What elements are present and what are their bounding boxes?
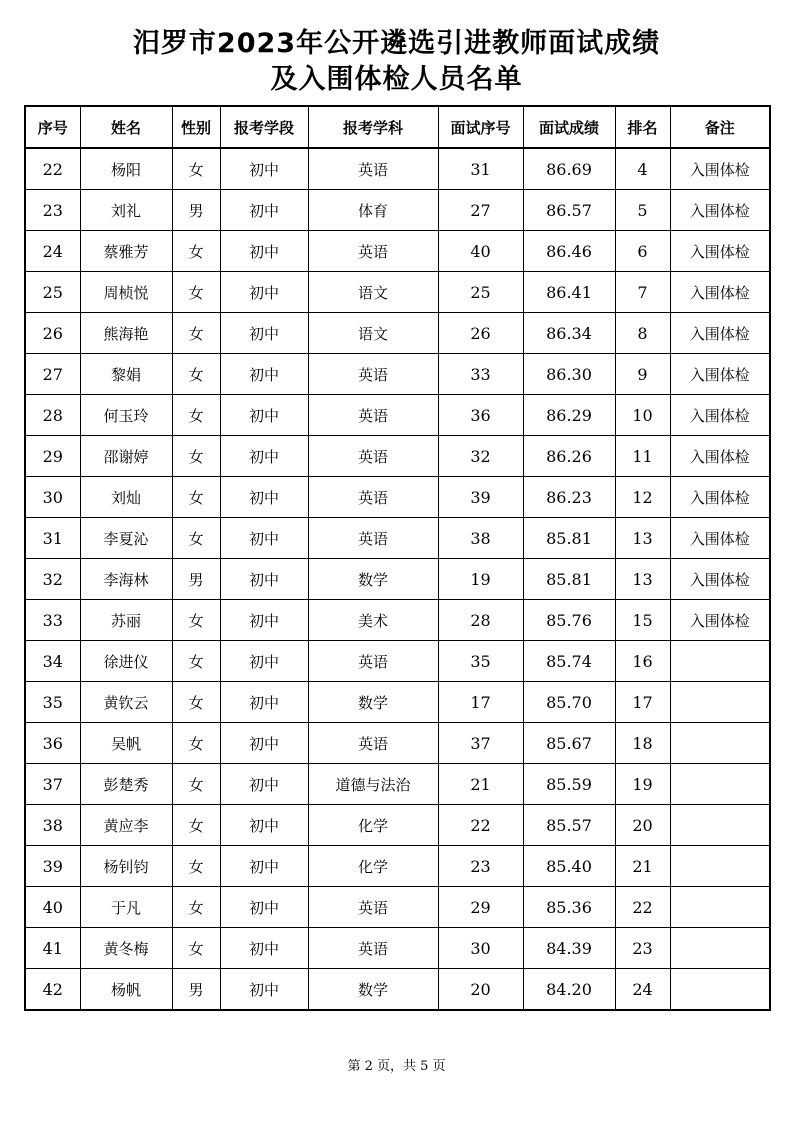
level-cell: 初中 <box>220 559 308 600</box>
remark-cell: 入围体检 <box>670 313 770 354</box>
level-cell: 初中 <box>220 518 308 559</box>
remark-cell <box>670 969 770 1011</box>
seq-cell: 28 <box>25 395 80 436</box>
document-title-line1: 汨罗市2023年公开遴选引进教师面试成绩 <box>132 28 661 59</box>
table-row <box>25 313 770 354</box>
level-cell: 初中 <box>220 313 308 354</box>
interview-no-cell: 38 <box>438 518 523 559</box>
table-row <box>25 477 770 518</box>
remark-cell: 入围体检 <box>670 272 770 313</box>
seq-cell: 38 <box>25 805 80 846</box>
table-row <box>25 559 770 600</box>
rank-cell: 22 <box>615 887 670 928</box>
table-row <box>25 272 770 313</box>
table-header <box>25 106 770 148</box>
name-cell: 杨帆 <box>80 969 172 1011</box>
rank-cell: 23 <box>615 928 670 969</box>
name-cell: 黄应李 <box>80 805 172 846</box>
name-cell: 杨钊钧 <box>80 846 172 887</box>
interview-no-cell: 33 <box>438 354 523 395</box>
rank-cell: 5 <box>615 190 670 231</box>
gender-cell: 女 <box>172 928 220 969</box>
name-cell: 黎娟 <box>80 354 172 395</box>
interview-no-cell: 21 <box>438 764 523 805</box>
score-cell: 84.39 <box>523 928 615 969</box>
table-row <box>25 805 770 846</box>
header-col-remark: 备注 <box>670 106 770 148</box>
rank-cell: 9 <box>615 354 670 395</box>
seq-cell: 29 <box>25 436 80 477</box>
gender-cell: 女 <box>172 354 220 395</box>
gender-cell: 女 <box>172 148 220 190</box>
level-cell: 初中 <box>220 231 308 272</box>
name-cell: 徐进仪 <box>80 641 172 682</box>
subject-cell: 语文 <box>308 313 438 354</box>
gender-cell: 女 <box>172 600 220 641</box>
remark-cell: 入围体检 <box>670 600 770 641</box>
level-cell: 初中 <box>220 395 308 436</box>
seq-cell: 34 <box>25 641 80 682</box>
level-cell: 初中 <box>220 928 308 969</box>
subject-cell: 语文 <box>308 272 438 313</box>
score-cell: 86.46 <box>523 231 615 272</box>
level-cell: 初中 <box>220 846 308 887</box>
seq-cell: 30 <box>25 477 80 518</box>
score-cell: 86.57 <box>523 190 615 231</box>
remark-cell: 入围体检 <box>670 354 770 395</box>
level-cell: 初中 <box>220 723 308 764</box>
subject-cell: 英语 <box>308 395 438 436</box>
interview-no-cell: 30 <box>438 928 523 969</box>
rank-cell: 20 <box>615 805 670 846</box>
name-cell: 杨阳 <box>80 148 172 190</box>
level-cell: 初中 <box>220 641 308 682</box>
gender-cell: 女 <box>172 682 220 723</box>
header-col-score: 面试成绩 <box>523 106 615 148</box>
remark-cell <box>670 928 770 969</box>
seq-cell: 39 <box>25 846 80 887</box>
interview-no-cell: 19 <box>438 559 523 600</box>
subject-cell: 数学 <box>308 682 438 723</box>
remark-cell <box>670 764 770 805</box>
rank-cell: 19 <box>615 764 670 805</box>
level-cell: 初中 <box>220 887 308 928</box>
rank-cell: 7 <box>615 272 670 313</box>
interview-no-cell: 31 <box>438 148 523 190</box>
header-col-seq: 序号 <box>25 106 80 148</box>
rank-cell: 17 <box>615 682 670 723</box>
subject-cell: 英语 <box>308 518 438 559</box>
score-cell: 85.74 <box>523 641 615 682</box>
interview-no-cell: 36 <box>438 395 523 436</box>
level-cell: 初中 <box>220 682 308 723</box>
score-cell: 86.30 <box>523 354 615 395</box>
remark-cell <box>670 641 770 682</box>
table-row <box>25 764 770 805</box>
remark-cell: 入围体检 <box>670 477 770 518</box>
seq-cell: 32 <box>25 559 80 600</box>
subject-cell: 英语 <box>308 231 438 272</box>
interview-no-cell: 20 <box>438 969 523 1011</box>
results-table <box>24 105 771 1011</box>
level-cell: 初中 <box>220 969 308 1011</box>
seq-cell: 25 <box>25 272 80 313</box>
interview-no-cell: 28 <box>438 600 523 641</box>
level-cell: 初中 <box>220 805 308 846</box>
interview-no-cell: 32 <box>438 436 523 477</box>
table-row <box>25 969 770 1011</box>
table-row <box>25 354 770 395</box>
name-cell: 熊海艳 <box>80 313 172 354</box>
header-col-name: 姓名 <box>80 106 172 148</box>
name-cell: 何玉玲 <box>80 395 172 436</box>
interview-no-cell: 25 <box>438 272 523 313</box>
header-row <box>25 106 770 148</box>
interview-no-cell: 39 <box>438 477 523 518</box>
rank-cell: 24 <box>615 969 670 1011</box>
score-cell: 86.23 <box>523 477 615 518</box>
table-row <box>25 436 770 477</box>
subject-cell: 体育 <box>308 190 438 231</box>
level-cell: 初中 <box>220 764 308 805</box>
interview-no-cell: 35 <box>438 641 523 682</box>
seq-cell: 35 <box>25 682 80 723</box>
seq-cell: 41 <box>25 928 80 969</box>
name-cell: 蔡雅芳 <box>80 231 172 272</box>
seq-cell: 24 <box>25 231 80 272</box>
remark-cell <box>670 805 770 846</box>
score-cell: 86.69 <box>523 148 615 190</box>
level-cell: 初中 <box>220 190 308 231</box>
seq-cell: 40 <box>25 887 80 928</box>
rank-cell: 12 <box>615 477 670 518</box>
name-cell: 苏丽 <box>80 600 172 641</box>
subject-cell: 英语 <box>308 354 438 395</box>
rank-cell: 15 <box>615 600 670 641</box>
subject-cell: 英语 <box>308 436 438 477</box>
gender-cell: 男 <box>172 559 220 600</box>
score-cell: 85.81 <box>523 518 615 559</box>
table-row <box>25 395 770 436</box>
seq-cell: 27 <box>25 354 80 395</box>
interview-no-cell: 26 <box>438 313 523 354</box>
level-cell: 初中 <box>220 600 308 641</box>
remark-cell: 入围体检 <box>670 395 770 436</box>
rank-cell: 4 <box>615 148 670 190</box>
rank-cell: 13 <box>615 518 670 559</box>
name-cell: 黄钦云 <box>80 682 172 723</box>
score-cell: 84.20 <box>523 969 615 1011</box>
table-row <box>25 682 770 723</box>
subject-cell: 数学 <box>308 559 438 600</box>
score-cell: 85.40 <box>523 846 615 887</box>
score-cell: 85.76 <box>523 600 615 641</box>
remark-cell: 入围体检 <box>670 436 770 477</box>
interview-no-cell: 23 <box>438 846 523 887</box>
interview-no-cell: 22 <box>438 805 523 846</box>
rank-cell: 21 <box>615 846 670 887</box>
document-title-line2: 及入围体检人员名单 <box>270 64 523 95</box>
name-cell: 李夏沁 <box>80 518 172 559</box>
subject-cell: 化学 <box>308 846 438 887</box>
table-body <box>25 148 770 1010</box>
table-row <box>25 846 770 887</box>
seq-cell: 37 <box>25 764 80 805</box>
name-cell: 彭楚秀 <box>80 764 172 805</box>
name-cell: 李海林 <box>80 559 172 600</box>
header-col-subject: 报考学科 <box>308 106 438 148</box>
subject-cell: 英语 <box>308 641 438 682</box>
level-cell: 初中 <box>220 272 308 313</box>
gender-cell: 女 <box>172 641 220 682</box>
seq-cell: 33 <box>25 600 80 641</box>
level-cell: 初中 <box>220 354 308 395</box>
name-cell: 于凡 <box>80 887 172 928</box>
subject-cell: 数学 <box>308 969 438 1011</box>
score-cell: 85.67 <box>523 723 615 764</box>
table-row <box>25 148 770 190</box>
table-row <box>25 600 770 641</box>
gender-cell: 女 <box>172 231 220 272</box>
score-cell: 86.26 <box>523 436 615 477</box>
score-cell: 86.41 <box>523 272 615 313</box>
score-cell: 85.36 <box>523 887 615 928</box>
subject-cell: 道德与法治 <box>308 764 438 805</box>
table-row <box>25 641 770 682</box>
header-col-gender: 性别 <box>172 106 220 148</box>
remark-cell: 入围体检 <box>670 148 770 190</box>
interview-no-cell: 27 <box>438 190 523 231</box>
score-cell: 86.29 <box>523 395 615 436</box>
subject-cell: 英语 <box>308 477 438 518</box>
remark-cell: 入围体检 <box>670 190 770 231</box>
table-row <box>25 231 770 272</box>
gender-cell: 女 <box>172 764 220 805</box>
score-cell: 85.70 <box>523 682 615 723</box>
subject-cell: 英语 <box>308 887 438 928</box>
name-cell: 刘礼 <box>80 190 172 231</box>
header-col-interview-no: 面试序号 <box>438 106 523 148</box>
subject-cell: 化学 <box>308 805 438 846</box>
table-row <box>25 723 770 764</box>
seq-cell: 23 <box>25 190 80 231</box>
remark-cell: 入围体检 <box>670 559 770 600</box>
interview-no-cell: 29 <box>438 887 523 928</box>
gender-cell: 女 <box>172 805 220 846</box>
subject-cell: 英语 <box>308 148 438 190</box>
subject-cell: 美术 <box>308 600 438 641</box>
seq-cell: 22 <box>25 148 80 190</box>
header-col-level: 报考学段 <box>220 106 308 148</box>
gender-cell: 女 <box>172 723 220 764</box>
gender-cell: 女 <box>172 313 220 354</box>
remark-cell <box>670 887 770 928</box>
header-col-rank: 排名 <box>615 106 670 148</box>
name-cell: 吴帆 <box>80 723 172 764</box>
subject-cell: 英语 <box>308 928 438 969</box>
interview-no-cell: 40 <box>438 231 523 272</box>
remark-cell: 入围体检 <box>670 518 770 559</box>
seq-cell: 26 <box>25 313 80 354</box>
rank-cell: 6 <box>615 231 670 272</box>
gender-cell: 女 <box>172 887 220 928</box>
table-row <box>25 928 770 969</box>
table-row <box>25 190 770 231</box>
table-row <box>25 887 770 928</box>
gender-cell: 女 <box>172 518 220 559</box>
rank-cell: 13 <box>615 559 670 600</box>
gender-cell: 男 <box>172 969 220 1011</box>
interview-no-cell: 37 <box>438 723 523 764</box>
rank-cell: 11 <box>615 436 670 477</box>
level-cell: 初中 <box>220 477 308 518</box>
gender-cell: 女 <box>172 395 220 436</box>
level-cell: 初中 <box>220 148 308 190</box>
gender-cell: 女 <box>172 846 220 887</box>
name-cell: 邵谢婷 <box>80 436 172 477</box>
gender-cell: 男 <box>172 190 220 231</box>
score-cell: 85.81 <box>523 559 615 600</box>
score-cell: 86.34 <box>523 313 615 354</box>
interview-no-cell: 17 <box>438 682 523 723</box>
remark-cell <box>670 682 770 723</box>
page-footer: 第 2 页，共 5 页 <box>347 1059 446 1074</box>
score-cell: 85.57 <box>523 805 615 846</box>
seq-cell: 42 <box>25 969 80 1011</box>
score-cell: 85.59 <box>523 764 615 805</box>
seq-cell: 31 <box>25 518 80 559</box>
remark-cell <box>670 846 770 887</box>
level-cell: 初中 <box>220 436 308 477</box>
remark-cell <box>670 723 770 764</box>
remark-cell: 入围体检 <box>670 231 770 272</box>
gender-cell: 女 <box>172 272 220 313</box>
name-cell: 刘灿 <box>80 477 172 518</box>
gender-cell: 女 <box>172 477 220 518</box>
subject-cell: 英语 <box>308 723 438 764</box>
rank-cell: 8 <box>615 313 670 354</box>
name-cell: 周桢悦 <box>80 272 172 313</box>
name-cell: 黄冬梅 <box>80 928 172 969</box>
gender-cell: 女 <box>172 436 220 477</box>
rank-cell: 18 <box>615 723 670 764</box>
table-row <box>25 518 770 559</box>
rank-cell: 10 <box>615 395 670 436</box>
seq-cell: 36 <box>25 723 80 764</box>
rank-cell: 16 <box>615 641 670 682</box>
